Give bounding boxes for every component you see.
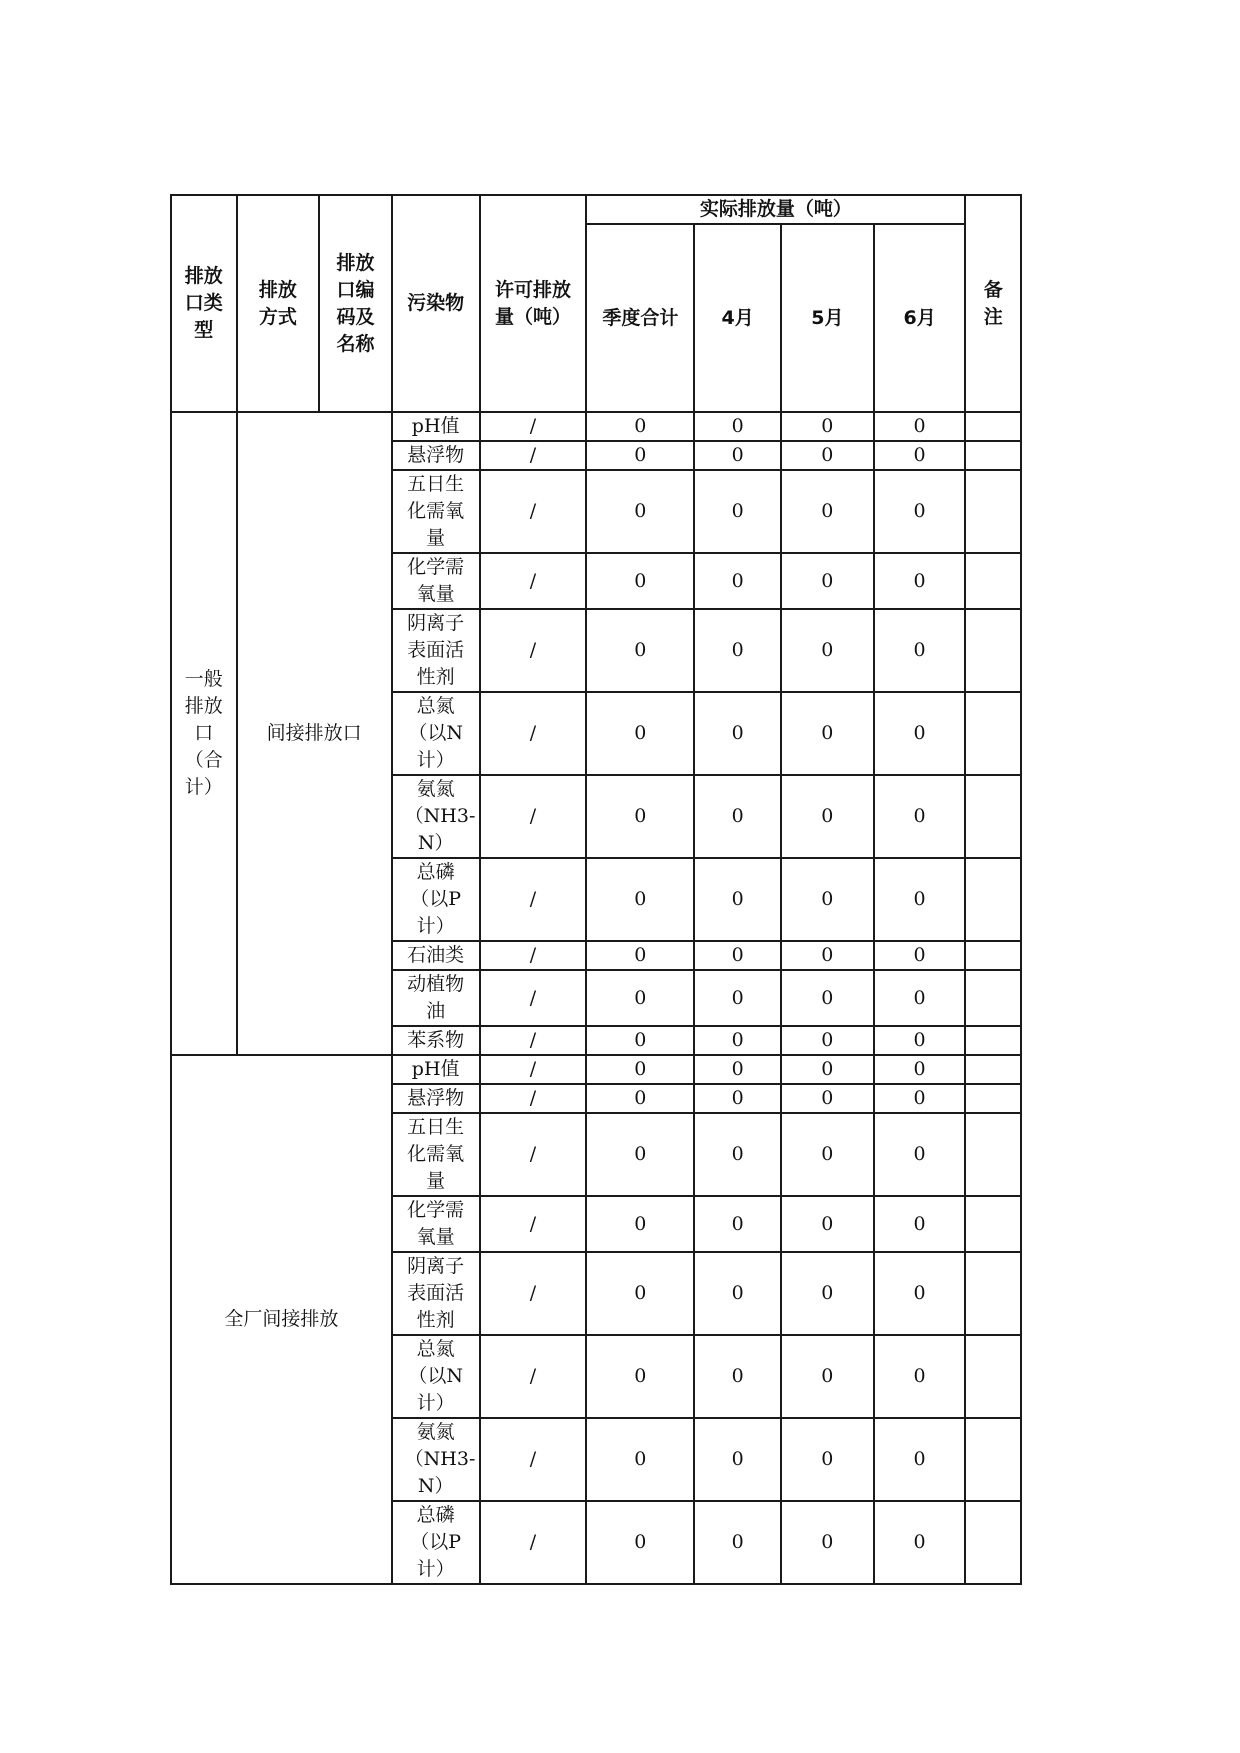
permitted-cell: / [480,1501,587,1584]
june-cell: 0 [874,1335,966,1418]
pollutant-name: pH值 [411,415,460,437]
quarter-total-cell: 0 [586,1501,694,1584]
remarks-cell [965,1084,1021,1113]
quarter-total-cell: 0 [586,1335,694,1418]
quarter-total-cell: 0 [586,553,694,609]
remarks-cell [965,1501,1021,1584]
june-cell: 0 [874,1418,966,1501]
pollutant-name: 阴离子表面活性剂 [407,612,465,688]
may-cell: 0 [781,412,874,441]
quarter-total-cell: 0 [586,1196,694,1252]
header-outlet-type: 排放口类型 [171,195,237,412]
june-cell: 0 [874,941,966,970]
quarter-total-cell: 0 [586,1026,694,1055]
april-cell: 0 [694,412,781,441]
june-cell: 0 [874,1055,966,1084]
june-cell: 0 [874,1026,966,1055]
pollutant-cell [392,1335,480,1418]
pollutant-cell [392,775,480,858]
pollutant-name: 化学需氧量 [407,1199,465,1248]
pollutant-cell [392,1113,480,1196]
april-cell: 0 [694,1252,781,1335]
june-cell: 0 [874,1113,966,1196]
permitted-cell: / [480,470,587,553]
pollutant-name: 石油类 [407,944,465,966]
permitted-cell: / [480,775,587,858]
pollutant-name: 动植物油 [407,973,465,1022]
quarter-total-cell: 0 [586,1113,694,1196]
april-cell: 0 [694,1501,781,1584]
pollutant-name: 化学需氧量 [407,556,465,605]
remarks-cell [965,1418,1021,1501]
permitted-cell: / [480,1196,587,1252]
quarter-total-cell: 0 [586,1252,694,1335]
pollutant-cell [392,1055,480,1084]
header-may: 5月 [781,224,874,412]
may-cell: 0 [781,609,874,692]
april-cell: 0 [694,553,781,609]
pollutant-name: 总氮（以N计） [408,1338,463,1414]
june-cell: 0 [874,1196,966,1252]
header-outlet-code: 排放口编码及名称 [319,195,392,412]
outlet-type-label: 一般排放口（合计） [184,668,223,798]
quarter-total-cell: 0 [586,858,694,941]
pollutant-cell [392,1084,480,1113]
pollutant-name: 苯系物 [407,1029,465,1051]
june-cell: 0 [874,970,966,1026]
april-cell: 0 [694,941,781,970]
april-cell: 0 [694,1055,781,1084]
may-cell: 0 [781,1335,874,1418]
quarter-total-cell: 0 [586,1055,694,1084]
pollutant-name: 五日生化需氧量 [407,473,465,549]
june-cell: 0 [874,692,966,775]
may-cell: 0 [781,858,874,941]
april-cell: 0 [694,1026,781,1055]
remarks-cell [965,1196,1021,1252]
pollutant-cell [392,441,480,470]
remarks-cell [965,553,1021,609]
remarks-cell [965,775,1021,858]
permitted-cell: / [480,1335,587,1418]
quarter-total-cell: 0 [586,441,694,470]
pollutant-cell [392,412,480,441]
pollutant-cell [392,1501,480,1584]
may-cell: 0 [781,1252,874,1335]
pollutant-cell [392,609,480,692]
pollutant-cell [392,970,480,1026]
header-permitted: 许可排放量（吨） [480,195,587,412]
pollutant-name: 总氮（以N计） [408,695,463,771]
permitted-cell: / [480,412,587,441]
quarter-total-cell: 0 [586,692,694,775]
remarks-cell [965,412,1021,441]
april-cell: 0 [694,775,781,858]
permitted-cell: / [480,1418,587,1501]
april-cell: 0 [694,858,781,941]
may-cell: 0 [781,941,874,970]
june-cell: 0 [874,609,966,692]
remarks-cell [965,941,1021,970]
emission-report-table [170,194,1022,1585]
pollutant-name: 氨氮（NH3-N） [404,778,476,854]
june-cell: 0 [874,1084,966,1113]
discharge-method-cell: 间接排放口 [237,412,392,1055]
pollutant-name: 五日生化需氧量 [407,1116,465,1192]
may-cell: 0 [781,775,874,858]
permitted-cell: / [480,1084,587,1113]
permitted-cell: / [480,609,587,692]
remarks-cell [965,1026,1021,1055]
remarks-cell [965,858,1021,941]
header-actual-emission: 实际排放量（吨） [586,195,965,224]
outlet-type-cell [171,412,237,1055]
may-cell: 0 [781,970,874,1026]
may-cell: 0 [781,1418,874,1501]
may-cell: 0 [781,1026,874,1055]
header-quarter-total: 季度合计 [586,224,694,412]
pollutant-cell [392,1418,480,1501]
april-cell: 0 [694,1335,781,1418]
june-cell: 0 [874,775,966,858]
may-cell: 0 [781,470,874,553]
permitted-cell: / [480,1026,587,1055]
remarks-cell [965,1055,1021,1084]
remarks-cell [965,692,1021,775]
pollutant-cell [392,858,480,941]
pollutant-name: 悬浮物 [407,1087,465,1109]
permitted-cell: / [480,692,587,775]
quarter-total-cell: 0 [586,412,694,441]
pollutant-name: 悬浮物 [407,444,465,466]
april-cell: 0 [694,441,781,470]
quarter-total-cell: 0 [586,609,694,692]
pollutant-name: pH值 [411,1058,460,1080]
april-cell: 0 [694,1196,781,1252]
pollutant-name: 总磷（以P计） [410,1504,462,1580]
table-row [171,412,1021,441]
header-discharge-method: 排放方式 [237,195,320,412]
header-june: 6月 [874,224,966,412]
pollutant-cell [392,692,480,775]
pollutant-name: 总磷（以P计） [410,861,462,937]
quarter-total-cell: 0 [586,970,694,1026]
april-cell: 0 [694,1113,781,1196]
remarks-cell [965,470,1021,553]
pollutant-cell [392,1196,480,1252]
april-cell: 0 [694,1084,781,1113]
may-cell: 0 [781,1113,874,1196]
pollutant-name: 氨氮（NH3-N） [404,1421,476,1497]
april-cell: 0 [694,470,781,553]
quarter-total-cell: 0 [586,470,694,553]
permitted-cell: / [480,941,587,970]
remarks-cell [965,1113,1021,1196]
header-april: 4月 [694,224,781,412]
june-cell: 0 [874,1501,966,1584]
quarter-total-cell: 0 [586,775,694,858]
pollutant-cell [392,941,480,970]
permitted-cell: / [480,970,587,1026]
remarks-cell [965,1252,1021,1335]
june-cell: 0 [874,858,966,941]
remarks-cell [965,970,1021,1026]
april-cell: 0 [694,970,781,1026]
table-row [171,1055,1021,1084]
permitted-cell: / [480,1055,587,1084]
may-cell: 0 [781,1084,874,1113]
quarter-total-cell: 0 [586,941,694,970]
header-pollutant: 污染物 [392,195,480,412]
table-body [171,412,1021,1584]
permitted-cell: / [480,553,587,609]
pollutant-name: 阴离子表面活性剂 [407,1255,465,1331]
remarks-cell [965,441,1021,470]
june-cell: 0 [874,470,966,553]
plant-total-cell: 全厂间接排放 [171,1055,392,1584]
may-cell: 0 [781,553,874,609]
permitted-cell: / [480,441,587,470]
may-cell: 0 [781,692,874,775]
pollutant-cell [392,553,480,609]
may-cell: 0 [781,1055,874,1084]
pollutant-cell [392,470,480,553]
june-cell: 0 [874,553,966,609]
pollutant-cell [392,1252,480,1335]
april-cell: 0 [694,609,781,692]
remarks-cell [965,1335,1021,1418]
april-cell: 0 [694,1418,781,1501]
may-cell: 0 [781,1501,874,1584]
remarks-cell [965,609,1021,692]
june-cell: 0 [874,441,966,470]
pollutant-cell [392,1026,480,1055]
june-cell: 0 [874,412,966,441]
permitted-cell: / [480,1113,587,1196]
june-cell: 0 [874,1252,966,1335]
header-remarks: 备注 [965,195,1021,412]
permitted-cell: / [480,1252,587,1335]
quarter-total-cell: 0 [586,1084,694,1113]
quarter-total-cell: 0 [586,1418,694,1501]
april-cell: 0 [694,692,781,775]
may-cell: 0 [781,441,874,470]
permitted-cell: / [480,858,587,941]
may-cell: 0 [781,1196,874,1252]
